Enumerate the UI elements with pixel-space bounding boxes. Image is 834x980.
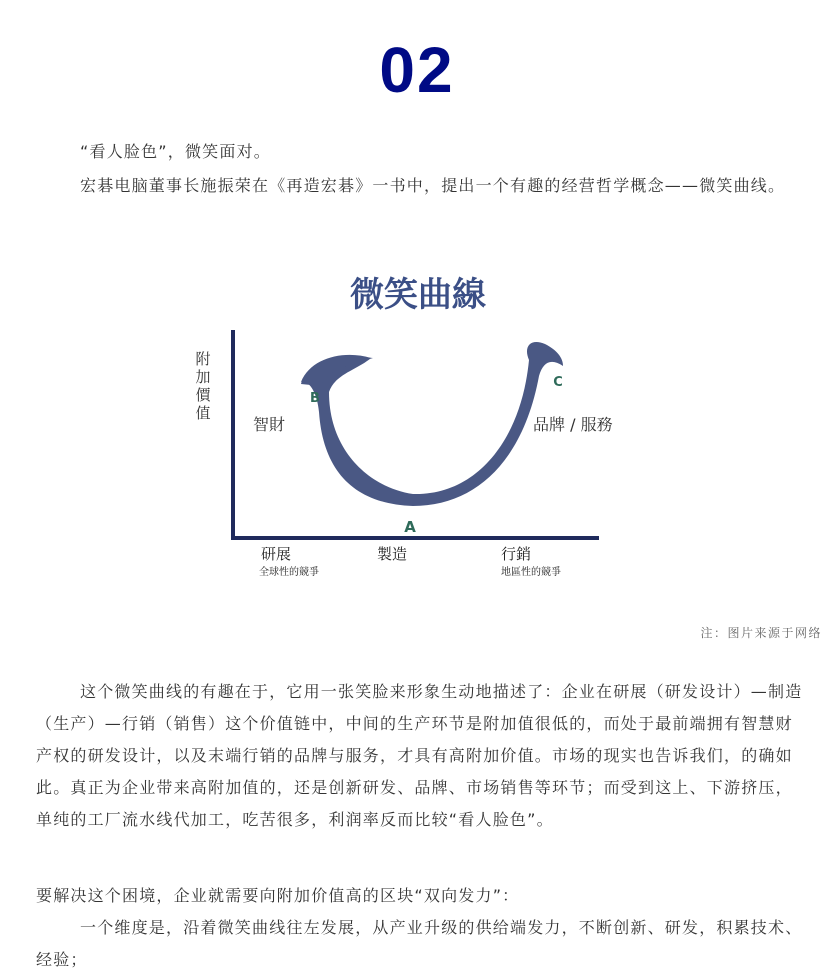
smile-curve-diagram: [185, 262, 655, 592]
smile-curve-intro-paragraph: 宏碁电脑董事长施振荣在《再造宏碁》一书中，提出一个有趣的经营哲学概念——微笑曲线。: [80, 176, 786, 195]
body-paragraph-1: 这个微笑曲线的有趣在于，它用一张笑脸来形象生动地描述了：企业在研展（研发设计）—制造（生产）—行销（销售）这个价值链中，中间的生产环节是附加值很低的，而处于最前端拥有智慧财产权的研发设计，以及末端行销的品牌与服务，才具有高附加价值。市场的现实也告诉我们，的确如此。真正为企业带来高附加值的，还是创新研发、品牌、市场销售等环节；而受到这上、下游挤压，单纯的工厂流水线代加工，吃苦很多，利润率反而比较“看人脸色”。: [36, 682, 803, 829]
point-b: B: [310, 391, 320, 406]
smile-curve-figure: [185, 262, 655, 592]
label-brand-service: 品牌 / 服務: [533, 415, 613, 434]
x-label-rd: 研展: [261, 545, 292, 563]
point-a: A: [404, 518, 416, 536]
y-axis-label-char-1: 附: [195, 350, 211, 368]
x-label-marketing: 行銷: [501, 545, 532, 563]
section-number: 02: [379, 34, 455, 106]
x-sub-regional: 地區性的競爭: [501, 567, 561, 578]
image-caption: 注：图片来源于网络: [700, 626, 822, 640]
intro-paragraph: “看人脸色”，微笑面对。: [80, 142, 271, 161]
label-ip: 智財: [253, 415, 286, 434]
y-axis-label-char-3: 價: [195, 386, 211, 404]
body-paragraph-2: 要解决这个困境，企业就需要向附加价值高的区块“双向发力”：: [36, 886, 520, 905]
y-axis-label-char-4: 值: [195, 404, 211, 422]
diagram-title: 微笑曲線: [350, 275, 486, 315]
body-paragraph-3: 一个维度是，沿着微笑曲线往左发展，从产业升级的供给端发力，不断创新、研发，积累技术、经验；: [36, 918, 803, 969]
point-c: C: [553, 375, 563, 390]
x-label-manufacturing: 製造: [377, 545, 408, 563]
y-axis-label-char-2: 加: [195, 368, 211, 386]
x-sub-global: 全球性的競爭: [259, 567, 319, 578]
